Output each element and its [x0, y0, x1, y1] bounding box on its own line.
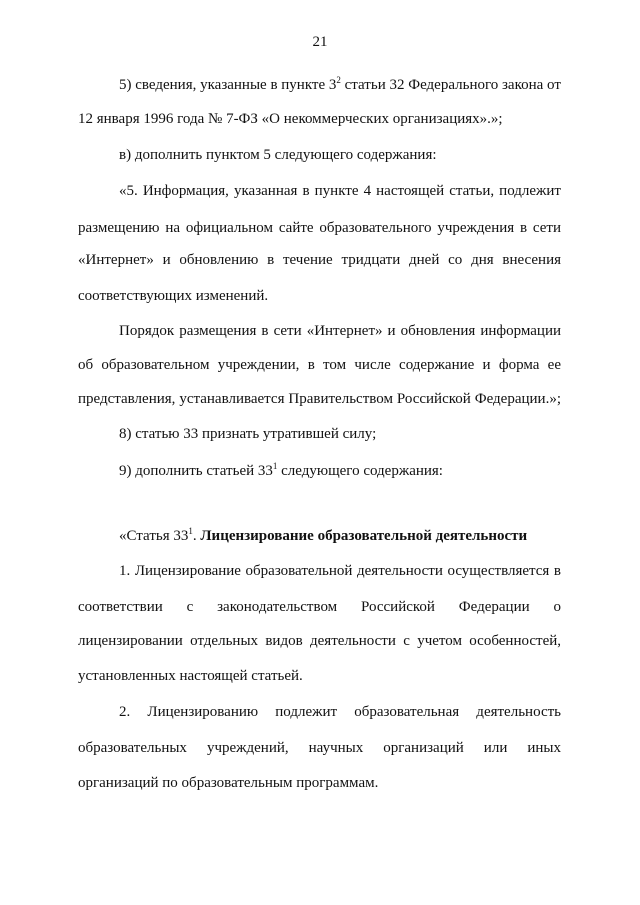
text-line: «Интернет» и обновлению в течение тридцати дней со дня внесения	[78, 252, 561, 268]
text-line: организаций по образовательным программам.	[78, 775, 379, 791]
text-line: 12 января 1996 года № 7-ФЗ «О некоммерческих организациях».»;	[78, 111, 503, 127]
text-fragment: следующего содержания:	[277, 463, 443, 479]
text-fragment: .	[192, 528, 201, 544]
article-title: Лицензирование образовательной деятельности	[200, 528, 528, 544]
text-fragment: 5) сведения, указанные в пункте 3	[119, 77, 337, 93]
superscript: 1	[188, 526, 193, 536]
text-fragment: статьи 32 Федерального закона от	[340, 77, 561, 93]
text-line: 2. Лицензированию подлежит образовательная деятельность	[119, 704, 561, 720]
text-line: Порядок размещения в сети «Интернет» и обновления информации	[119, 323, 561, 339]
text-line: в) дополнить пунктом 5 следующего содержания:	[119, 147, 437, 163]
superscript: 1	[272, 461, 278, 471]
text-line: «5. Информация, указанная в пункте 4 настоящей статьи, подлежит	[119, 183, 561, 199]
text-fragment: «Статья 33	[119, 528, 189, 544]
text-line	[119, 75, 561, 95]
page-number: 21	[312, 34, 328, 50]
text-line: образовательных учреждений, научных организаций или иных	[78, 740, 561, 756]
text-line: об образовательном учреждении, в том числе содержание и форма ее	[78, 357, 561, 373]
text-line: размещению на официальном сайте образовательного учреждения в сети	[78, 220, 561, 236]
superscript: 2	[336, 75, 341, 85]
article-heading	[119, 526, 561, 546]
text-line: представления, устанавливается Правительством Российской Федерации.»;	[78, 391, 561, 407]
text-fragment: 9) дополнить статьей 33	[119, 463, 273, 479]
text-line: лицензировании отдельных видов деятельности с учетом особенностей,	[78, 633, 561, 649]
text-line	[119, 461, 561, 481]
text-line: установленных настоящей статьей.	[78, 668, 303, 684]
text-line: 1. Лицензирование образовательной деятельности осуществляется в	[119, 563, 561, 579]
text-line: 8) статью 33 признать утратившей силу;	[119, 426, 377, 442]
text-line: соответствующих изменений.	[78, 288, 269, 304]
text-line: соответствии с законодательством Российской Федерации о	[78, 599, 561, 615]
